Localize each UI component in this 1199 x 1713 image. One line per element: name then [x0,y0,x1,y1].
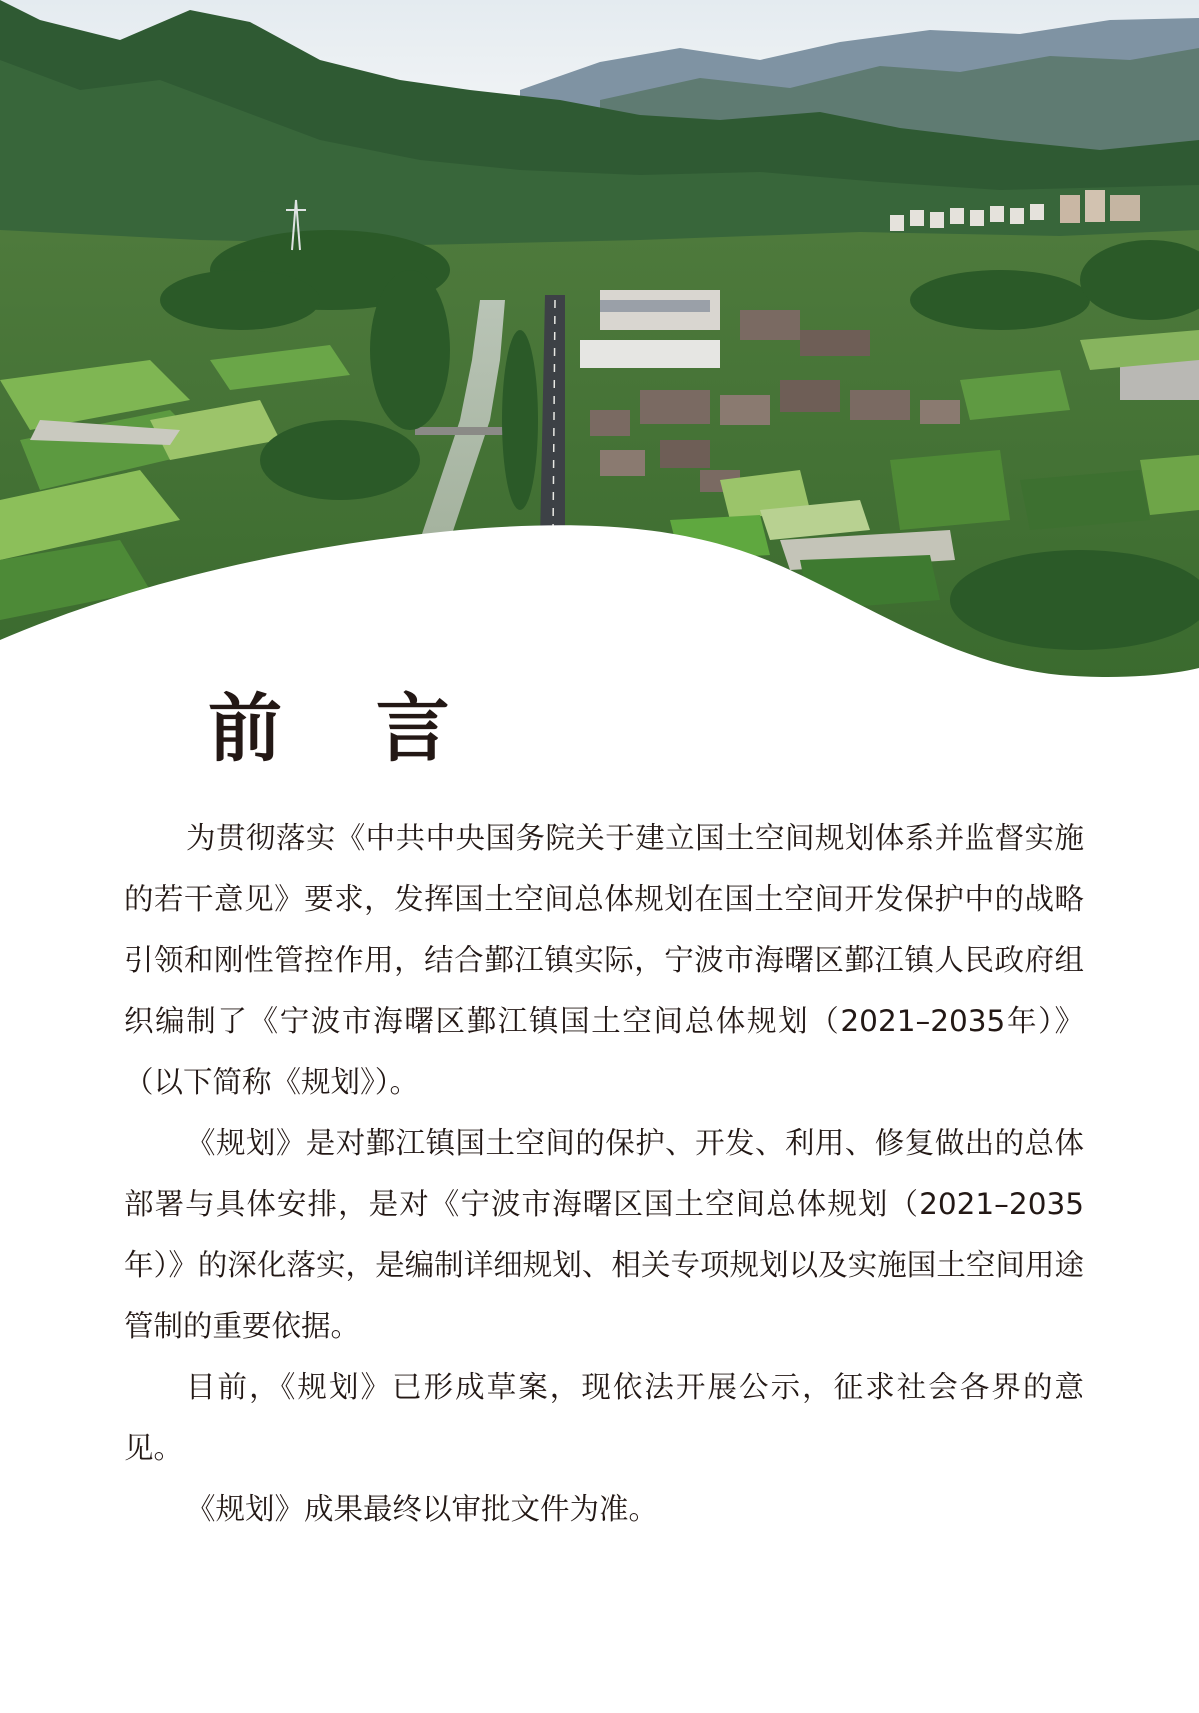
paragraph-1: 为贯彻落实《中共中央国务院关于建立国土空间规划体系并监督实施的若干意见》要求，发挥国土空间总体规划在国土空间开发保护中的战略引领和刚性管控作用，结合鄞江镇实际，宁波市海曙区鄞江镇人民政府组织编制了《宁波市海曙区鄞江镇国土空间总体规划（2021–2035年）》（以下简称《规划》）。 [124,821,1084,1099]
paragraph-3: 目前，《规划》已形成草案，现依法开展公示，征求社会各界的意见。 [124,1370,1084,1465]
paragraph-4: 《规划》成果最终以审批文件为准。 [186,1492,659,1526]
paragraph-2: 《规划》是对鄞江镇国土空间的保护、开发、利用、修复做出的总体部署与具体安排，是对《宁波市海曙区国土空间总体规划（2021–2035年）》的深化落实，是编制详细规划、相关专项规划以及实施国土空间用途管制的重要依据。 [124,1126,1084,1343]
page-title: 前 言 [208,686,484,772]
preface-body [124,808,1084,1540]
